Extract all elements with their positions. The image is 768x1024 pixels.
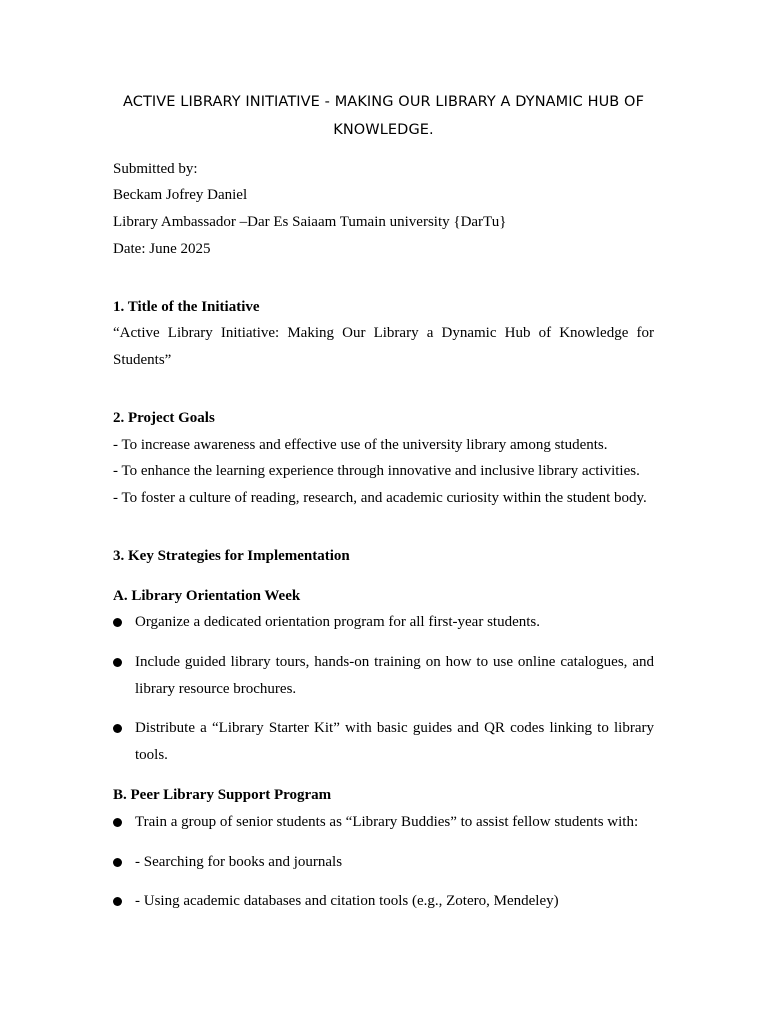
author-name: Beckam Jofrey Daniel — [113, 187, 248, 203]
goal-item: - To increase awareness and effective use of the university library among students. — [113, 437, 608, 453]
list-item-text: Include guided library tours, hands-on training on how to use online catalogues, and library resource brochures. — [135, 654, 654, 697]
subsection-b-heading: B. Peer Library Support Program — [113, 787, 332, 803]
goal-item: - To foster a culture of reading, research, and academic curiosity within the student body. — [113, 490, 647, 506]
document-date: Date: June 2025 — [113, 241, 211, 257]
bullet-icon — [113, 724, 122, 733]
goal-item: - To enhance the learning experience through innovative and inclusive library activities. — [113, 463, 640, 479]
section-3-heading: 3. Key Strategies for Implementation — [113, 548, 350, 564]
section-2-heading: 2. Project Goals — [113, 410, 215, 426]
bullet-icon — [113, 818, 122, 827]
list-item-text: - Searching for books and journals — [135, 854, 343, 870]
bullet-icon — [113, 858, 122, 867]
list-item-text: Train a group of senior students as “Library Buddies” to assist fellow students with: — [135, 814, 639, 830]
bullet-icon — [113, 618, 122, 627]
submitted-by-label: Submitted by: — [113, 161, 198, 177]
section-1-heading: 1. Title of the Initiative — [113, 299, 260, 315]
list-item-text: Organize a dedicated orientation program for all first-year students. — [135, 614, 540, 630]
document-title: ACTIVE LIBRARY INITIATIVE - MAKING OUR LIBRARY A DYNAMIC HUB OF KNOWLEDGE. — [122, 94, 645, 138]
author-role: Library Ambassador –Dar Es Saiaam Tumain university {DarTu} — [113, 214, 507, 230]
list-item-text: Distribute a “Library Starter Kit” with basic guides and QR codes linking to library tools. — [135, 720, 654, 763]
initiative-title-text: “Active Library Initiative: Making Our Library a Dynamic Hub of Knowledge for Students” — [113, 325, 654, 368]
list-item-text: - Using academic databases and citation tools (e.g., Zotero, Mendeley) — [135, 893, 559, 909]
bullet-icon — [113, 658, 122, 667]
bullet-icon — [113, 897, 122, 906]
subsection-a-heading: A. Library Orientation Week — [113, 588, 301, 604]
